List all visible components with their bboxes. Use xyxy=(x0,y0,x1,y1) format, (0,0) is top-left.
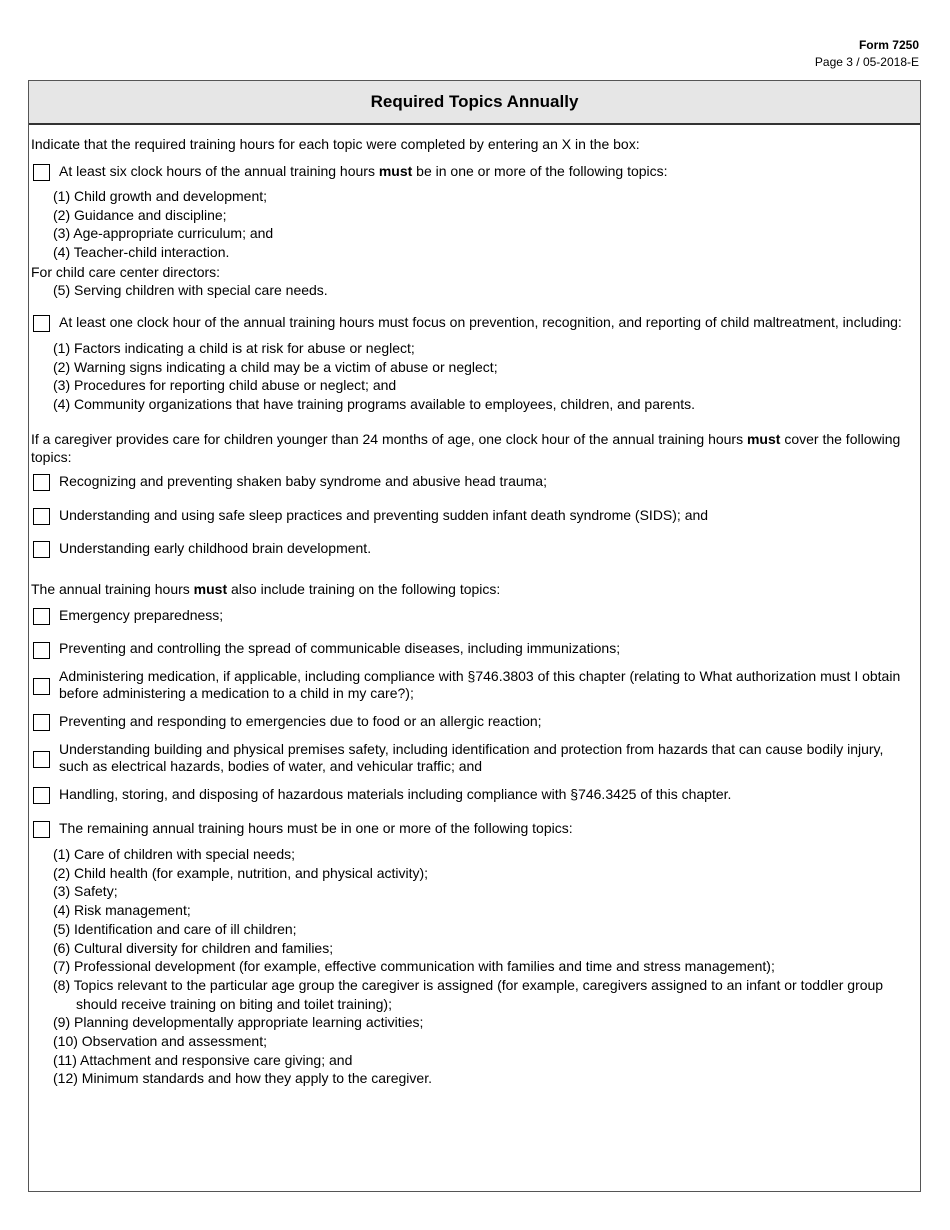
premises-safety-text: Understanding building and physical premises safety, including identification and protection from hazards that can cause bodily injury, such as electrical hazards, bodies of water, and vehicular traffic; and xyxy=(59,741,884,774)
list-item: (2) Guidance and discipline; xyxy=(53,206,227,223)
checkbox-six-hours[interactable] xyxy=(33,164,50,181)
list-item: (4) Risk management; xyxy=(53,902,191,919)
list-item: (10) Observation and assessment; xyxy=(53,1033,267,1050)
medication-text: Administering medication, if applicable, including compliance with §746.3803 of this chapter (relating to What authorization must I obtain before administering a medication to a child in my care?); xyxy=(59,668,901,701)
six-hours-topics xyxy=(53,187,900,262)
brain-development-text: Understanding early childhood brain development. xyxy=(59,540,372,556)
form-frame xyxy=(28,80,921,1192)
list-item: (2) Warning signs indicating a child may be a victim of abuse or neglect; xyxy=(53,358,498,375)
emergency-preparedness-text: Emergency preparedness; xyxy=(59,607,224,623)
checkbox-food-allergy[interactable] xyxy=(33,714,50,731)
list-item: (4) Community organizations that have training programs available to employees, children, and parents. xyxy=(53,396,696,413)
checkbox-medication[interactable] xyxy=(33,678,50,695)
form-header xyxy=(815,37,919,71)
list-item: (7) Professional development (for example, effective communication with families and time and stress management); xyxy=(53,958,775,975)
list-item: (4) Teacher-child interaction. xyxy=(53,244,230,261)
list-item: (5) Serving children with special care needs. xyxy=(53,282,328,298)
checkbox-shaken-baby[interactable] xyxy=(33,474,50,491)
checkbox-remaining-hours[interactable] xyxy=(33,821,50,838)
checkbox-hazardous-materials[interactable] xyxy=(33,787,50,804)
directors-topics xyxy=(53,281,900,300)
list-item: (11) Attachment and responsive care giving; and xyxy=(53,1051,353,1068)
section-title: Required Topics Annually xyxy=(29,81,920,125)
list-item: (1) Factors indicating a child is at risk for abuse or neglect; xyxy=(53,340,415,356)
infant-intro: If a caregiver provides care for children younger than 24 months of age, one clock hour of the annual training hours must cover the following topics: xyxy=(31,431,901,465)
maltreatment-topics xyxy=(53,339,900,414)
communicable-diseases-text: Preventing and controlling the spread of communicable diseases, including immunizations; xyxy=(59,640,621,656)
list-item: (3) Procedures for reporting child abuse or neglect; and xyxy=(53,377,397,394)
list-item: (9) Planning developmentally appropriate learning activities; xyxy=(53,1014,424,1031)
page-info: Page 3 / 05-2018-E xyxy=(814,55,919,69)
shaken-baby-text: Recognizing and preventing shaken baby syndrome and abusive head trauma; xyxy=(59,473,547,489)
remaining-topics xyxy=(53,845,900,1088)
form-number: Form 7250 xyxy=(858,38,919,52)
intro-text: Indicate that the required training hours for each topic were completed by entering an X in the box: xyxy=(31,136,640,152)
list-item: (6) Cultural diversity for children and families; xyxy=(53,939,334,956)
checkbox-maltreatment[interactable] xyxy=(33,315,50,332)
remaining-hours-text: The remaining annual training hours must be in one or more of the following topics: xyxy=(59,820,573,836)
list-item: (2) Child health (for example, nutrition, and physical activity); xyxy=(53,864,429,881)
list-item: (3) Age-appropriate curriculum; and xyxy=(53,225,274,242)
checkbox-communicable-diseases[interactable] xyxy=(33,642,50,659)
annual-intro: The annual training hours must also include training on the following topics: xyxy=(31,581,501,597)
checkbox-emergency-preparedness[interactable] xyxy=(33,608,50,625)
list-item: (5) Identification and care of ill children; xyxy=(53,920,297,937)
list-item: (1) Child growth and development; xyxy=(53,188,268,204)
checkbox-brain-development[interactable] xyxy=(33,541,50,558)
six-hours-text: At least six clock hours of the annual training hours must be in one or more of the following topics: xyxy=(59,163,668,179)
list-item: (8) Topics relevant to the particular age group the caregiver is assigned (for example, caregivers assigned to an infant or toddler group should receive training on biting and toilet training); xyxy=(53,976,884,1012)
list-item: (1) Care of children with special needs; xyxy=(53,846,296,862)
food-allergy-text: Preventing and responding to emergencies due to food or an allergic reaction; xyxy=(59,713,542,729)
list-item: (12) Minimum standards and how they apply to the caregiver. xyxy=(53,1070,432,1087)
safe-sleep-text: Understanding and using safe sleep practices and preventing sudden infant death syndrome (SIDS); and xyxy=(59,507,709,523)
list-item: (3) Safety; xyxy=(53,883,118,900)
checkbox-premises-safety[interactable] xyxy=(33,751,50,768)
checkbox-safe-sleep[interactable] xyxy=(33,508,50,525)
hazardous-materials-text: Handling, storing, and disposing of hazardous materials including compliance with §746.3425 of this chapter. xyxy=(59,786,732,802)
maltreatment-text: At least one clock hour of the annual training hours must focus on prevention, recognition, and reporting of child maltreatment, including: xyxy=(59,314,902,330)
directors-label: For child care center directors: xyxy=(31,264,221,280)
